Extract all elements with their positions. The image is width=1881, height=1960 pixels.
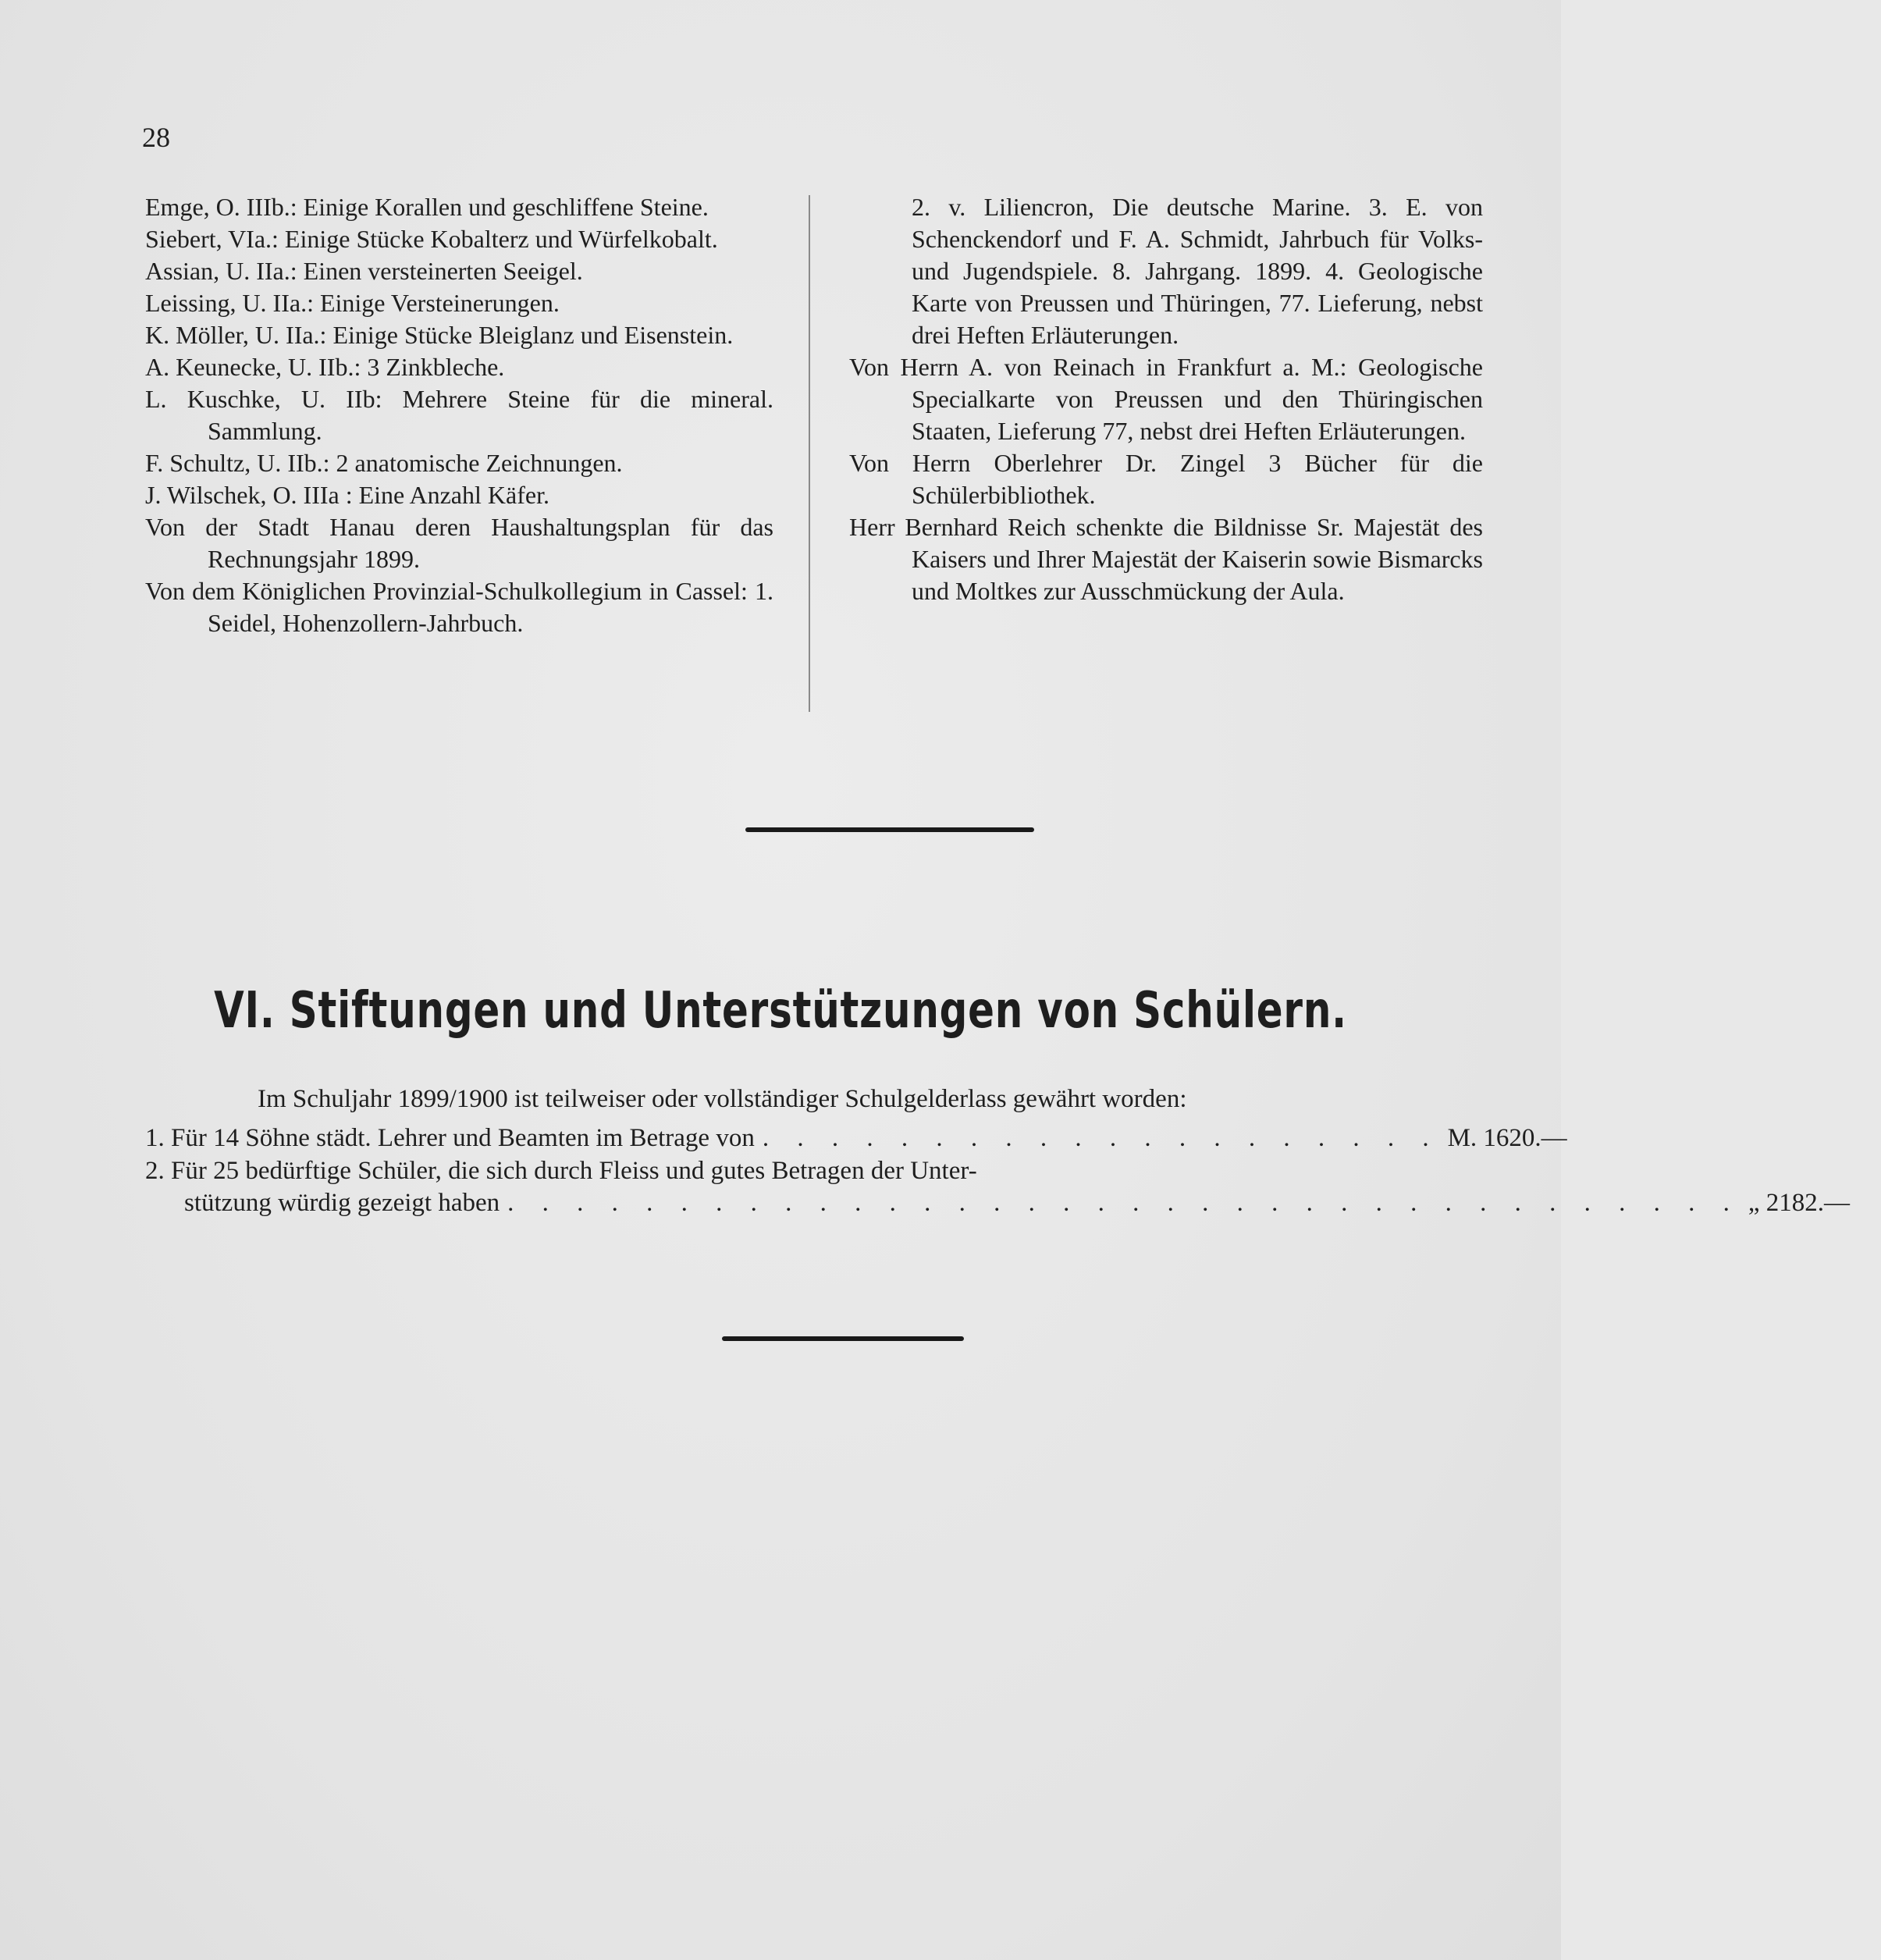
donation-entry: Emge, O. IIIb.: Einige Korallen und geschliffene Steine. [145, 193, 709, 221]
list-item-text: stützung würdig gezeigt haben [184, 1189, 500, 1217]
donation-entry: L. Kuschke, U. IIb: Mehrere Steine für die mineral. Sammlung. [145, 385, 773, 445]
bleed-through-text [546, 1280, 558, 1334]
list-item [145, 1122, 1567, 1154]
donation-entry: F. Schultz, U. IIb.: 2 anatomische Zeichnungen. [145, 449, 623, 477]
list-item-continuation [184, 1187, 1851, 1219]
page-number: 28 [142, 122, 170, 153]
donation-entry: Von dem Königlichen Provinzial-Schulkollegium in Cassel: 1. Seidel, Hohenzollern-Jahrbuch. [145, 577, 773, 637]
section-divider-rule [745, 827, 1034, 832]
list-item [145, 1155, 1483, 1187]
list-item-amount: M. 1620.— [1447, 1124, 1567, 1152]
left-column [145, 191, 773, 639]
section-heading: VI. Stiftungen und Unterstützungen von Schülern. [214, 982, 1347, 1040]
column-divider [809, 195, 810, 712]
list-item-amount: „ 2182.— [1748, 1189, 1851, 1217]
end-rule [722, 1336, 964, 1341]
donation-entry: Von Herrn A. von Reinach in Frankfurt a. M.: Geologische Specialkarte von Preussen und den Thüringischen Staaten, Lieferung 77, nebst drei Heften Erläuterungen. [849, 353, 1483, 445]
donation-entry: Von Herrn Oberlehrer Dr. Zingel 3 Bücher für die Schülerbibliothek. [849, 449, 1483, 509]
donation-entry: Herr Bernhard Reich schenkte die Bildnisse Sr. Majestät des Kaisers und Ihrer Majestät der Kaiserin sowie Bismarcks und Moltkes zur Ausschmückung der Aula. [849, 513, 1483, 605]
dot-leader: . . . . . . . . . . . . . . . . . . . . . . . . . . . . . . . . . . . . [507, 1189, 1741, 1217]
donation-entry: Assian, U. IIa.: Einen versteinerten Seeigel. [145, 257, 583, 285]
donation-entry: Siebert, VIa.: Einige Stücke Kobalterz und Würfelkobalt. [145, 225, 718, 253]
donation-entry: K. Möller, U. IIa.: Einige Stücke Bleiglanz und Eisenstein. [145, 321, 734, 349]
donation-entry: J. Wilschek, O. IIIa : Eine Anzahl Käfer. [145, 481, 549, 509]
section-intro: Im Schuljahr 1899/1900 ist teilweiser oder vollständiger Schulgelderlass gewährt worden: [258, 1085, 1187, 1113]
donation-entry: A. Keunecke, U. IIb.: 3 Zinkbleche. [145, 353, 505, 381]
dot-leader: . . . . . . . . . . . . . . . . . . . . [762, 1124, 1440, 1152]
list-item-text: 2. Für 25 bedürftige Schüler, die sich durch Fleiss und gutes Betragen der Unter- [145, 1157, 977, 1185]
right-column [849, 191, 1483, 607]
list-item-text: 1. Für 14 Söhne städt. Lehrer und Beamten im Betrage von [145, 1124, 755, 1152]
donation-entry: Von der Stadt Hanau deren Haushaltungsplan für das Rechnungsjahr 1899. [145, 513, 773, 573]
donation-entry: 2. v. Liliencron, Die deutsche Marine. 3. E. von Schenckendorf und F. A. Schmidt, Jahrbuch für Volks- und Jugendspiele. 8. Jahrgang. 1899. 4. Geologische Karte von Preussen und Thüringen, 77. Lieferung, nebst drei Heften Erläuterungen. [912, 193, 1483, 349]
donation-entry: Leissing, U. IIa.: Einige Versteinerungen. [145, 289, 560, 317]
